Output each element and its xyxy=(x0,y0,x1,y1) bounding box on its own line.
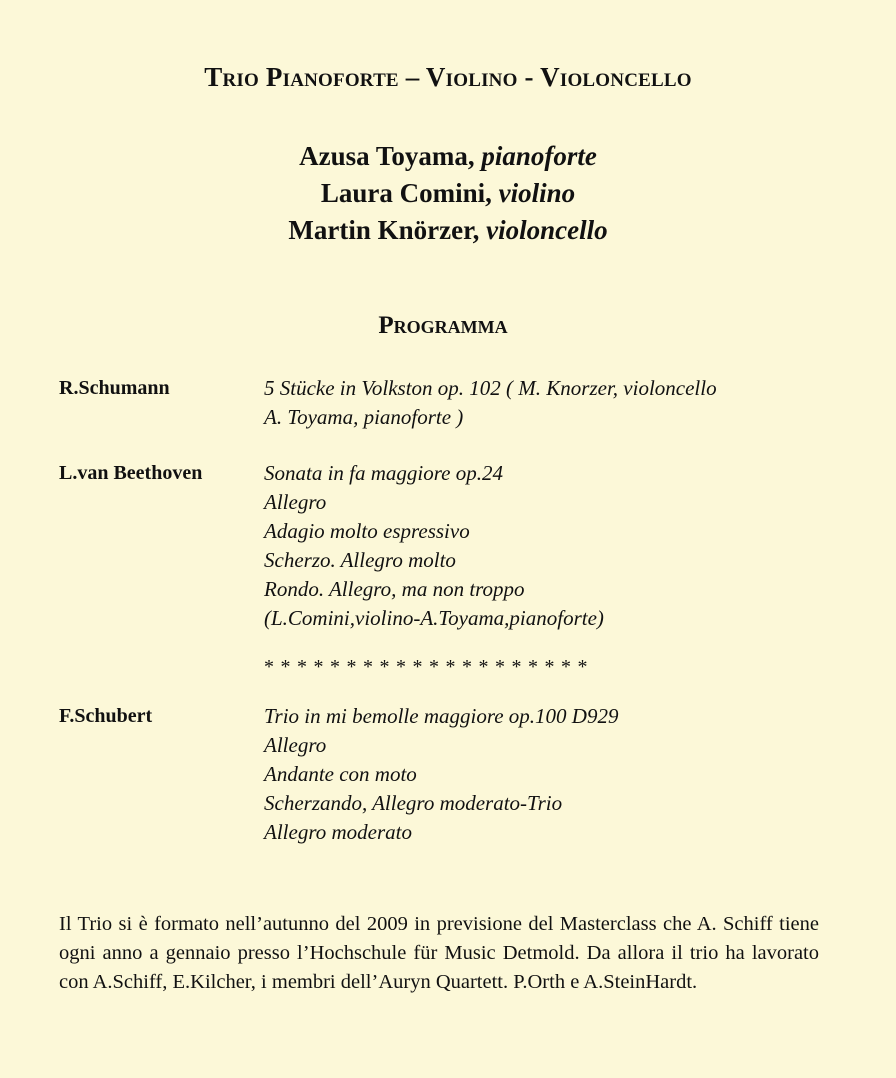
performer-name: Martin Knörzer, xyxy=(288,215,480,245)
work-line: Andante con moto xyxy=(264,762,417,786)
work-details xyxy=(264,459,604,633)
work-line: Allegro moderato xyxy=(264,820,412,844)
work-line: Scherzando, Allegro moderato-Trio xyxy=(264,791,563,815)
performer-role: pianoforte xyxy=(481,141,597,171)
performers-list xyxy=(0,138,896,249)
program-entry-schumann xyxy=(59,374,839,432)
work-line: Scherzo. Allegro molto xyxy=(264,548,456,572)
composer-name: R.Schumann xyxy=(59,377,170,399)
work-line: Allegro xyxy=(264,733,327,757)
performer-line xyxy=(0,138,896,175)
performer-line xyxy=(0,175,896,212)
performer-role: violino xyxy=(498,178,576,208)
work-line: A. Toyama, pianoforte ) xyxy=(264,405,464,429)
page-title: Trio Pianoforte – Violino - Violoncello xyxy=(204,62,692,92)
composer-name: L.van Beethoven xyxy=(59,462,203,484)
work-line: Trio in mi bemolle maggiore op.100 D929 xyxy=(264,704,619,728)
performer-name: Azusa Toyama, xyxy=(299,141,475,171)
composer-name: F.Schubert xyxy=(59,705,153,727)
intermission-separator: ******************** xyxy=(264,656,594,678)
work-line: (L.Comini,violino-A.Toyama,pianoforte) xyxy=(264,606,604,630)
program-list xyxy=(59,374,839,874)
trio-biography: Il Trio si è formato nell’autunno del 2009 in previsione del Masterclass che A. Schiff tiene ogni anno a gennaio presso l’Hochschule für Music Detmold. Da allora il trio ha lavorato con A.Schiff, E.Kilcher, i membri dell’Auryn Quartett. P.Orth e A.SteinHardt. xyxy=(59,913,819,993)
work-line: Sonata in fa maggiore op.24 xyxy=(264,461,503,485)
work-line: Rondo. Allegro, ma non troppo xyxy=(264,577,525,601)
work-line: Adagio molto espressivo xyxy=(264,519,470,543)
performer-name: Laura Comini, xyxy=(320,178,492,208)
program-heading: Programma xyxy=(378,312,508,339)
work-details xyxy=(264,374,717,432)
work-line: 5 Stücke in Volkston op. 102 ( M. Knorzer, violoncello xyxy=(264,376,717,400)
program-entry-schubert xyxy=(59,702,839,847)
work-details xyxy=(264,702,618,847)
program-entry-beethoven xyxy=(59,459,839,633)
performer-role: violoncello xyxy=(486,215,608,245)
performer-line xyxy=(0,212,896,249)
work-line: Allegro xyxy=(264,490,327,514)
